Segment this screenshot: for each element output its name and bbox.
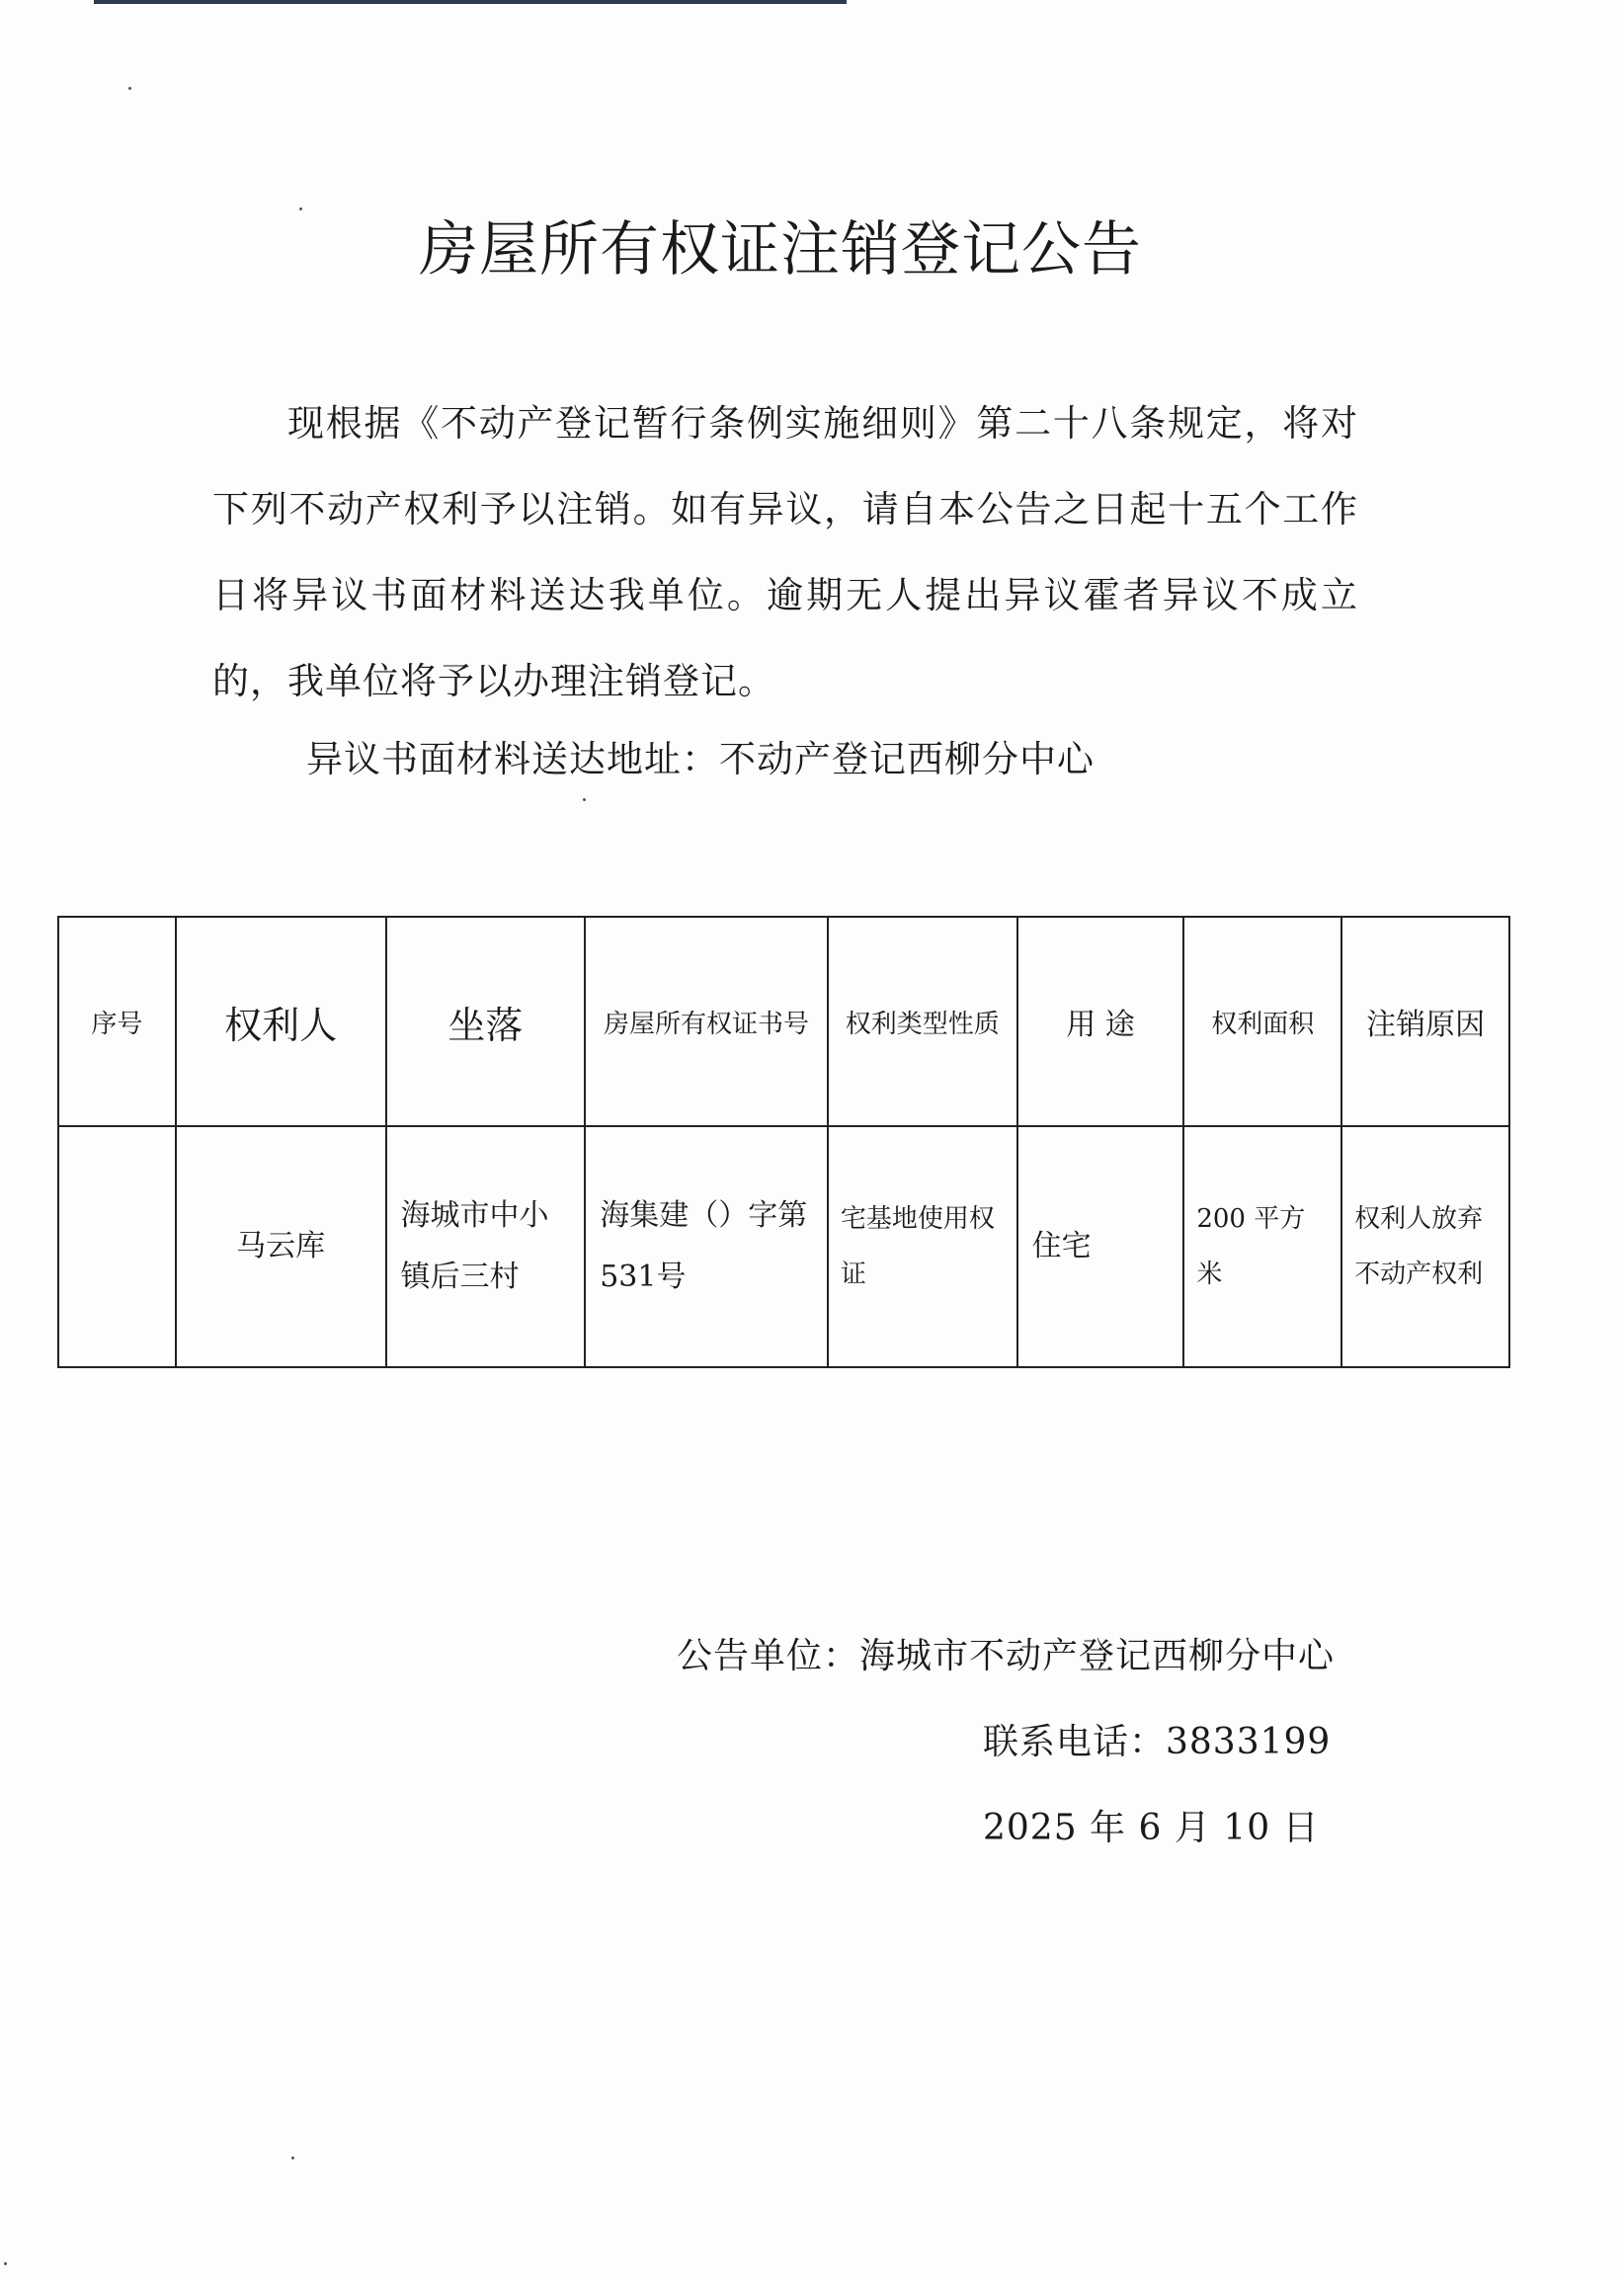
row-index xyxy=(58,1126,176,1367)
row-holder: 马云库 xyxy=(176,1126,386,1367)
scan-speck xyxy=(583,798,586,801)
table-row xyxy=(58,1126,1509,1367)
row-area: 200 平方米 xyxy=(1183,1126,1341,1367)
objection-address: 异议书面材料送达地址：不动产登记西柳分中心 xyxy=(306,738,1095,780)
top-edge-line xyxy=(94,0,847,4)
header-usage: 用 途 xyxy=(1017,917,1184,1126)
header-reason: 注销原因 xyxy=(1341,917,1509,1126)
row-usage: 住宅 xyxy=(1017,1126,1184,1367)
header-certificate-no: 房屋所有权证书号 xyxy=(585,917,828,1126)
cancellation-table xyxy=(57,916,1510,1368)
row-certificate-no: 海集建（）字第531号 xyxy=(585,1126,828,1367)
date-line: 2025 年 6 月 10 日 xyxy=(983,1808,1320,1848)
page-title: 房屋所有权证注销登记公告 xyxy=(419,215,1142,285)
scan-speck xyxy=(128,87,131,90)
row-right-type: 宅基地使用权证 xyxy=(828,1126,1017,1367)
header-location: 坐落 xyxy=(386,917,586,1126)
header-holder: 权利人 xyxy=(176,917,386,1126)
table-header-row xyxy=(58,917,1509,1126)
row-location: 海城市中小镇后三村 xyxy=(386,1126,586,1367)
row-reason: 权利人放弃不动产权利 xyxy=(1341,1126,1509,1367)
notice-body: 现根据《不动产登记暂行条例实施细则》第二十八条规定，将对下列不动产权利予以注销。如有异议，请自本公告之日起十五个工作日将异议书面材料送达我单位。逾期无人提出异议霍者异议不成立的，我单位将予以办理注销登记。 xyxy=(212,402,1358,702)
scan-speck xyxy=(4,2262,7,2265)
scan-speck xyxy=(299,207,302,210)
header-area: 权利面积 xyxy=(1183,917,1341,1126)
issuer-line: 公告单位：海城市不动产登记西柳分中心 xyxy=(677,1636,1336,1676)
scan-speck xyxy=(291,2157,294,2159)
header-index: 序号 xyxy=(58,917,176,1126)
phone-line: 联系电话：3833199 xyxy=(983,1722,1332,1762)
header-right-type: 权利类型性质 xyxy=(828,917,1017,1126)
